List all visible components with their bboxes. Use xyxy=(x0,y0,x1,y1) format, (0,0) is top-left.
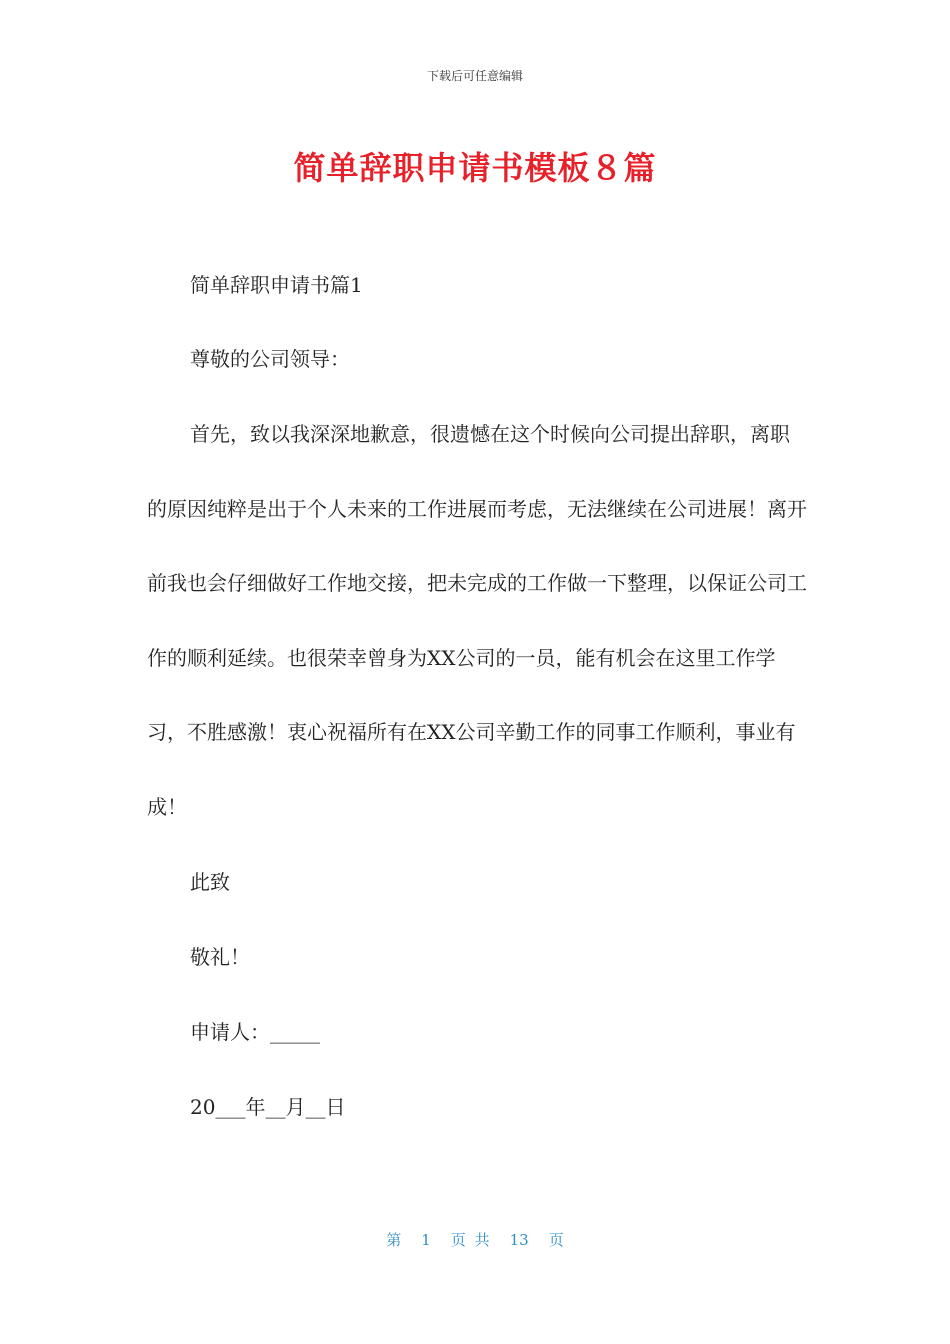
closing-line-1: 此致 xyxy=(190,870,230,894)
footer-page-label: 第 xyxy=(386,1231,402,1249)
applicant-line: 申请人：_____ xyxy=(190,1020,320,1044)
footer-total-label: 页 共 xyxy=(450,1231,490,1249)
date-line: 20___年__月__日 xyxy=(190,1095,346,1119)
section-heading: 简单辞职申请书篇1 xyxy=(190,273,363,297)
document-body xyxy=(147,273,807,1170)
salutation: 尊敬的公司领导： xyxy=(190,347,350,371)
footer-page-number: 1 xyxy=(421,1231,431,1249)
header-note: 下载后可任意编辑 xyxy=(426,69,523,83)
document-title: 简单辞职申请书模板８篇 xyxy=(293,149,657,187)
footer-page-suffix: 页 xyxy=(548,1231,564,1249)
body-paragraph: 首先，致以我深深地歉意，很遗憾在这个时候向公司提出辞职，离职的原因纯粹是出于个人未来的工作进展而考虑，无法继续在公司进展！离开前我也会仔细做好工作地交接，把未完成的工作做一下整理，以保证公司工作的顺利延续。也很荣幸曾身为XX公司的一员，能有机会在这里工作学习，不胜感激！衷心祝福所有在XX公司辛勤工作的同事工作顺利，事业有成！ xyxy=(147,422,807,819)
footer-total-pages: 13 xyxy=(509,1231,529,1249)
closing-line-2: 敬礼！ xyxy=(190,945,250,969)
page-footer xyxy=(0,1229,950,1250)
